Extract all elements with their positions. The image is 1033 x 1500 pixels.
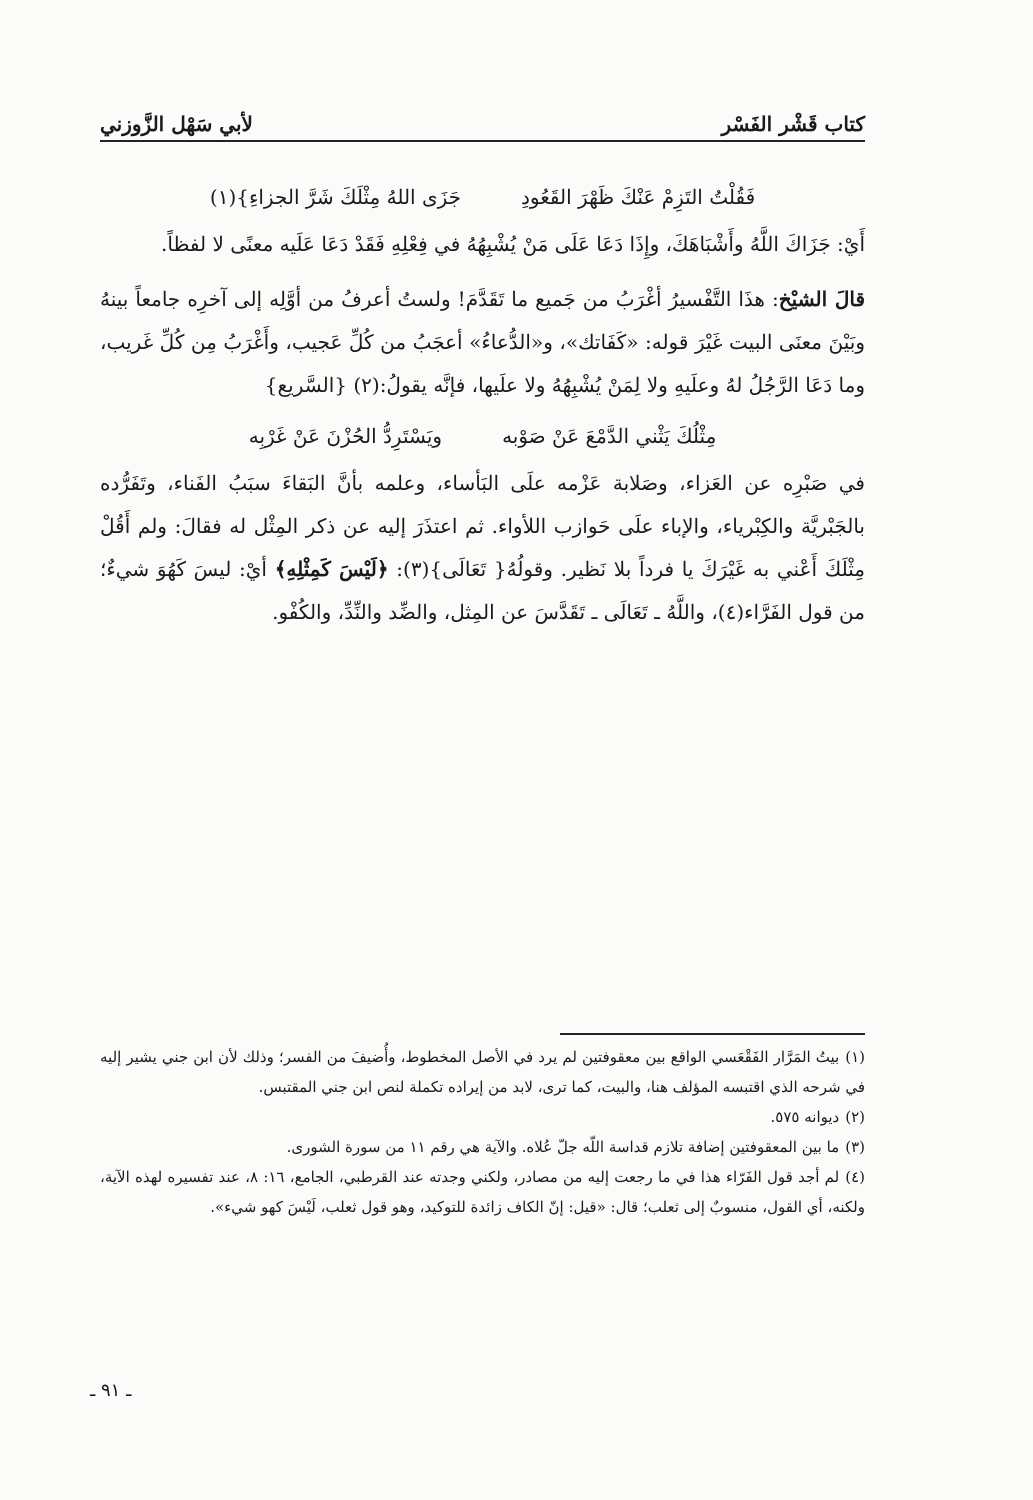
page-number: ـ ٩١ ـ	[90, 1380, 132, 1401]
paragraph-2-speaker: قالَ الشيْخ	[778, 287, 866, 311]
quran-quote: ﴿لَيْسَ كَمِثْلِهِ﴾	[274, 557, 389, 581]
footnote-number: (١)	[845, 1048, 865, 1066]
verse-line-2	[100, 415, 865, 458]
footnote-text: ما بين المعقوفتين إضافة تلازم قداسة اللّه جلّ عُلاه. والآية هي رقم ١١ من سورة الشورى.	[286, 1138, 840, 1156]
footnote-number: (٣)	[845, 1138, 865, 1156]
footnote-separator	[560, 1033, 865, 1035]
paragraph-2	[100, 278, 865, 407]
footnote-number: (٤)	[845, 1168, 865, 1186]
paragraph-1: أَيْ: جَزَاكَ اللَّهُ وأَشْبَاهَكَ، وإِذَا دَعَا عَلَى مَنْ يُشْبِهُهُ في فِعْلِهِ فَقَدْ دَعَا عَلَيه معنًى لا لفظاً.	[161, 232, 865, 256]
running-head	[100, 96, 865, 142]
footnote-4	[100, 1162, 865, 1222]
footnote-2	[100, 1102, 865, 1132]
footnote-text: بيتُ المَرَّار الفَقْعَسي الواقع بين معقوفتين لم يرد في الأصل المخطوط، وأُضيفَ من الفسر؛ وذلك لأن ابن جني يشير إليه في شرحه الذي اقتبسه المؤلف هنا، والبيت، كما ترى، لابد من إيراده تكملة لنص ابن جني المقتبس.	[100, 1048, 865, 1096]
verse-1-first-hemistich: فَقُلْتُ التَزِمْ عَنْكَ ظَهْرَ القَعُودِ	[521, 185, 756, 209]
paragraph-3	[100, 462, 865, 634]
footnote-text: لم أجد قول الفَرّاء هذا في ما رجعت إليه من مصادر، ولكني وجدته عند القرطبي، الجامع، ١٦: ٨، عند تفسيره لهذه الآية، ولكنه، أي القول، منسوبٌ إلى ثعلب؛ قال: «قيل: إنّ الكاف زائدة للتوكيد، وهو قول ثعلب، لَيْسَ كهو شيء».	[100, 1168, 865, 1216]
author-name: لأبي سَهْل الزَّوزني	[100, 112, 253, 136]
paragraph-3-main: في صَبْرِه عن العَزاء، وصَلابة عَزْمه علَى البَأساء، وعلمه بأنَّ البَقاءَ سبَبُ الفَناء، وتَفَرُّده بالجَبْريَّة والكِبْرياء، والإباء علَى حَوازب اللأواء. ثم اعتذَرَ إليه عن ذكر المِثْل له فقالَ: ولم أَقُلْ مِثْلَكَ أَعْني به غَيْرَكَ يا فرداً بلا نَظير. وقولُهُ{ تَعَالَى}(٣):	[100, 471, 865, 581]
footnote-3	[100, 1132, 865, 1162]
footnote-number: (٢)	[845, 1108, 865, 1126]
main-text	[100, 168, 865, 634]
footnotes	[100, 1042, 865, 1222]
paragraph-3-end: أيْ: ليسَ كَهُوَ شيءٌ؛ من قول الفَرَّاء(٤)، واللَّهُ ـ تَعَالَى ـ تَقَدَّسَ عن المِثل، والضِّد والنِّدِّ، والكُفْو.	[100, 557, 865, 624]
footnote-text: ديوانه ٥٧٥.	[770, 1108, 840, 1126]
verse-line-1	[100, 176, 865, 219]
verse-1-second-hemistich: جَزَى اللهُ مِثْلَكَ شَرَّ الجزاءِ}(١)	[209, 185, 462, 209]
footnote-1	[100, 1042, 865, 1102]
book-title: كتاب قَشْر الفَسْر	[721, 112, 865, 136]
verse-2-second-hemistich: ويَسْتَرِدُّ الحُزْنَ عَنْ غَرْبِه	[248, 424, 443, 448]
verse-2-first-hemistich: مِثْلُكَ يَثْني الدَّمْعَ عَنْ صَوْبه	[502, 424, 717, 448]
paragraph-2-text: : هذَا التَّفْسيرُ أغْرَبُ من جَميع ما تَقَدَّمَ! ولستُ أعرفُ من أوَّلِه إلى آخرِه جامعاً بينهُ وبَيْنَ معنَى البيت غَيْرَ قوله: «كَفَاتك»، و«الدُّعاءُ» أعجَبُ من كُلِّ عَجيب، وأَغْرَبُ مِن كُلِّ غَريب، وما دَعَا الرَّجُلُ لهُ وعلَيهِ ولا لِمَنْ يُشْبِهُهُ ولا علَيها، فإنَّه يقولُ:(٢) {السَّريع}	[100, 287, 865, 397]
